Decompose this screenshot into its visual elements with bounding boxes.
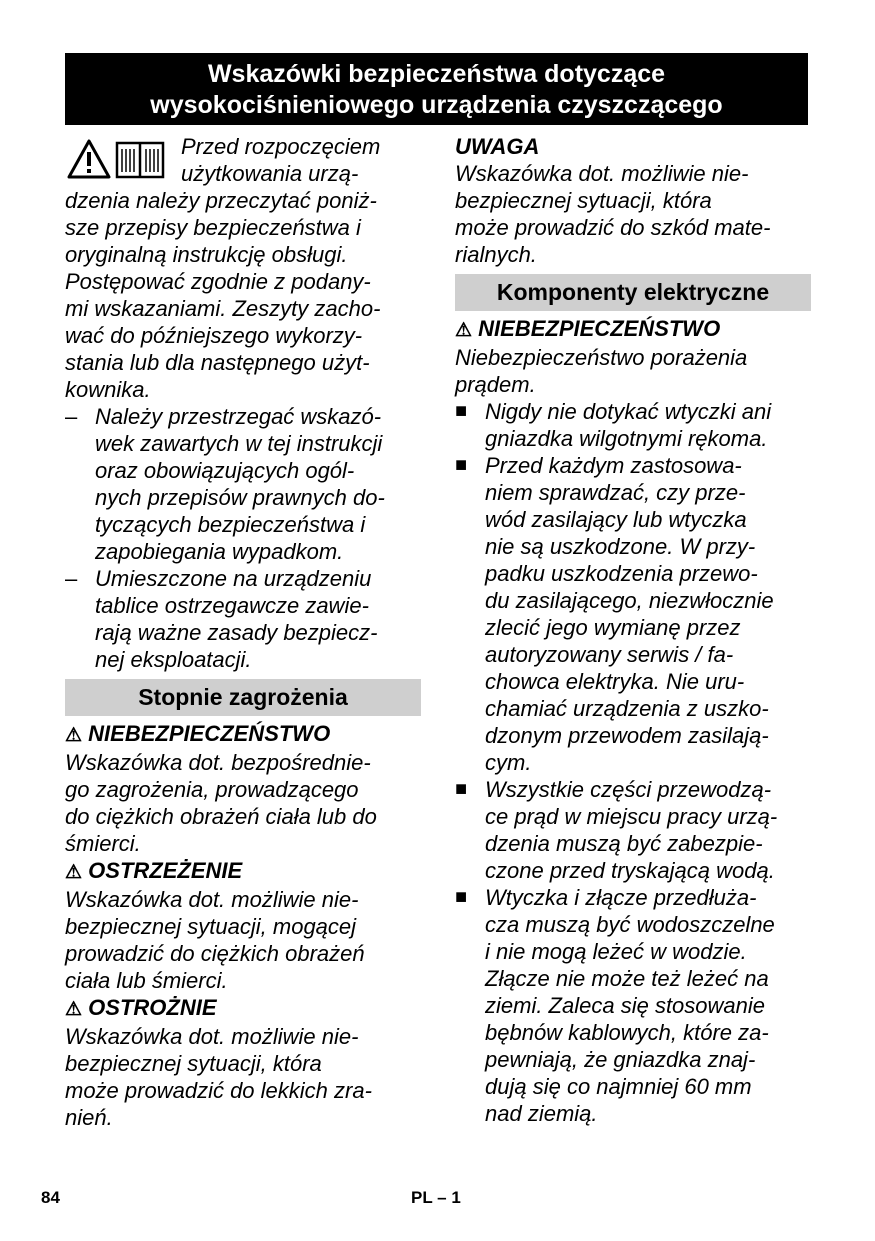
bullet-line: Wtyczka i złącze przedłuża- — [485, 885, 757, 910]
bullet-line: i nie mogą leżeć w wodzie. — [485, 939, 747, 964]
intro-line: Przed rozpoczęciem — [181, 134, 381, 159]
warning-triangle-icon — [67, 139, 111, 179]
dash-list-item — [65, 403, 421, 565]
hazard-label — [65, 857, 421, 886]
dash-item-line: wek zawartych w tej instrukcji — [95, 431, 383, 456]
hazard-line: Wskazówka dot. możliwie nie- — [65, 1024, 359, 1049]
square-bullet-icon: ■ — [455, 454, 468, 476]
bullet-line: dzonym przewodem zasilają- — [485, 723, 769, 748]
warning-icon: ⚠ — [65, 725, 83, 746]
bullet-line: zlecić jego wymianę przez — [485, 615, 741, 640]
hazard-label — [65, 720, 421, 749]
dash-item-line: zapobiegania wypadkom. — [95, 539, 344, 564]
intro-line: sze przepisy bezpieczeństwa i — [65, 215, 361, 240]
hazard-line: może prowadzić do lekkich zra- — [65, 1078, 372, 1103]
intro-line: dzenia należy przeczytać poniż- — [65, 188, 377, 213]
warning-icon: ⚠ — [65, 862, 83, 883]
left-column — [65, 133, 421, 1131]
page-title-bar — [65, 53, 808, 125]
danger-label-text: NIEBEZPIECZEŃSTWO — [478, 316, 721, 341]
square-bullet-icon: ■ — [455, 778, 468, 800]
intro-line: oryginalną instrukcję obsługi. — [65, 242, 348, 267]
section-heading-electrical: Komponenty elektryczne — [455, 274, 811, 311]
bullet-item — [455, 884, 811, 1127]
bullet-line: wód zasilający lub wtyczka — [485, 507, 747, 532]
intro-line: wać do późniejszego wykorzy- — [65, 323, 363, 348]
bullet-line: nad ziemią. — [485, 1101, 598, 1126]
intro-block — [65, 133, 421, 403]
intro-icons — [67, 139, 165, 179]
hazard-label-text: OSTRZEŻENIE — [88, 858, 243, 883]
intro-line: użytkowania urzą- — [181, 161, 359, 186]
bullet-item — [455, 776, 811, 884]
dash-list-item — [65, 565, 421, 673]
bullet-line: autoryzowany serwis / fa- — [485, 642, 734, 667]
bullet-line: cza muszą być wodoszczelne — [485, 912, 775, 937]
hazard-line: nień. — [65, 1105, 113, 1130]
dash-item-line: nej eksploatacji. — [95, 647, 252, 672]
dash-item-line: rają ważne zasady bezpiecz- — [95, 620, 378, 645]
notice-line: może prowadzić do szkód mate- — [455, 215, 771, 240]
hazard-warning — [65, 857, 421, 994]
bullet-line: cym. — [485, 750, 532, 775]
danger-line: Niebezpieczeństwo porażenia — [455, 345, 748, 370]
hazard-line: śmierci. — [65, 831, 141, 856]
bullet-line: Przed każdym zastosowa- — [485, 453, 742, 478]
notice-label: UWAGA — [455, 134, 540, 159]
dash-marker: – — [65, 566, 78, 591]
intro-line: kownika. — [65, 377, 151, 402]
hazard-line: prowadzić do ciężkich obrażeń — [65, 941, 365, 966]
bullet-line: gniazdka wilgotnymi rękoma. — [485, 426, 768, 451]
notice-line: rialnych. — [455, 242, 537, 267]
dash-marker: – — [65, 404, 78, 429]
bullet-line: Nigdy nie dotykać wtyczki ani — [485, 399, 772, 424]
section-heading-hazard-levels: Stopnie zagrożenia — [65, 679, 421, 716]
hazard-line: bezpiecznej sytuacji, mogącej — [65, 914, 357, 939]
bullet-line: chamiać urządzenia z uszko- — [485, 696, 769, 721]
bullet-line: ce prąd w miejscu pracy urzą- — [485, 804, 778, 829]
bullet-line: ziemi. Zaleca się stosowanie — [485, 993, 766, 1018]
danger-label — [455, 315, 811, 344]
manual-book-icon — [115, 139, 165, 179]
hazard-line: Wskazówka dot. możliwie nie- — [65, 887, 359, 912]
page-number: 84 — [41, 1188, 60, 1207]
bullet-line: Wszystkie części przewodzą- — [485, 777, 772, 802]
dash-item-line: oraz obowiązujących ogól- — [95, 458, 355, 483]
dash-item-line: Umieszczone na urządzeniu — [95, 566, 372, 591]
dash-item-line: Należy przestrzegać wskazó- — [95, 404, 382, 429]
hazard-line: go zagrożenia, prowadzącego — [65, 777, 359, 802]
dash-item-line: nych przepisów prawnych do- — [95, 485, 385, 510]
hazard-line: bezpiecznej sytuacji, która — [65, 1051, 322, 1076]
bullet-line: nie są uszkodzone. W przy- — [485, 534, 756, 559]
bullet-line: pewniają, że gniazdka znaj- — [485, 1047, 756, 1072]
bullet-line: bębnów kablowych, które za- — [485, 1020, 769, 1045]
intro-line: mi wskazaniami. Zeszyty zacho- — [65, 296, 381, 321]
hazard-label-text: OSTROŻNIE — [88, 995, 217, 1020]
hazard-line: Wskazówka dot. bezpośrednie- — [65, 750, 371, 775]
bullet-line: niem sprawdzać, czy prze- — [485, 480, 746, 505]
hazard-line: ciała lub śmierci. — [65, 968, 228, 993]
dash-item-line: tyczących bezpieczeństwa i — [95, 512, 366, 537]
hazard-danger — [65, 720, 421, 857]
electrical-danger — [455, 315, 811, 398]
bullet-line: du zasilającego, niezwłocznie — [485, 588, 774, 613]
dash-item-line: tablice ostrzegawcze zawie- — [95, 593, 369, 618]
bullet-line: Złącze nie może też leżeć na — [485, 966, 769, 991]
hazard-label-text: NIEBEZPIECZEŃSTWO — [88, 721, 331, 746]
warning-icon: ⚠ — [455, 320, 473, 341]
notice-line: bezpiecznej sytuacji, która — [455, 188, 712, 213]
square-bullet-icon: ■ — [455, 400, 468, 422]
intro-line: stania lub dla następnego użyt- — [65, 350, 370, 375]
notice-block — [455, 133, 811, 268]
bullet-line: chowca elektryka. Nie uru- — [485, 669, 745, 694]
warning-icon: ⚠ — [65, 999, 83, 1020]
language-page-label: PL – 1 — [411, 1188, 461, 1207]
bullet-line: czone przed tryskającą wodą. — [485, 858, 775, 883]
bullet-item — [455, 452, 811, 776]
right-column — [455, 133, 811, 1127]
bullet-line: dują się co najmniej 60 mm — [485, 1074, 752, 1099]
hazard-label — [65, 994, 421, 1023]
title-line-2: wysokociśnieniowego urządzenia czyszczącego — [150, 91, 723, 119]
hazard-caution — [65, 994, 421, 1131]
hazard-line: do ciężkich obrażeń ciała lub do — [65, 804, 377, 829]
bullet-line: padku uszkodzenia przewo- — [485, 561, 758, 586]
danger-line: prądem. — [455, 372, 536, 397]
bullet-item — [455, 398, 811, 452]
square-bullet-icon: ■ — [455, 886, 468, 908]
notice-line: Wskazówka dot. możliwie nie- — [455, 161, 749, 186]
intro-line: Postępować zgodnie z podany- — [65, 269, 371, 294]
title-line-1: Wskazówki bezpieczeństwa dotyczące — [207, 60, 666, 88]
bullet-line: dzenia muszą być zabezpie- — [485, 831, 763, 856]
